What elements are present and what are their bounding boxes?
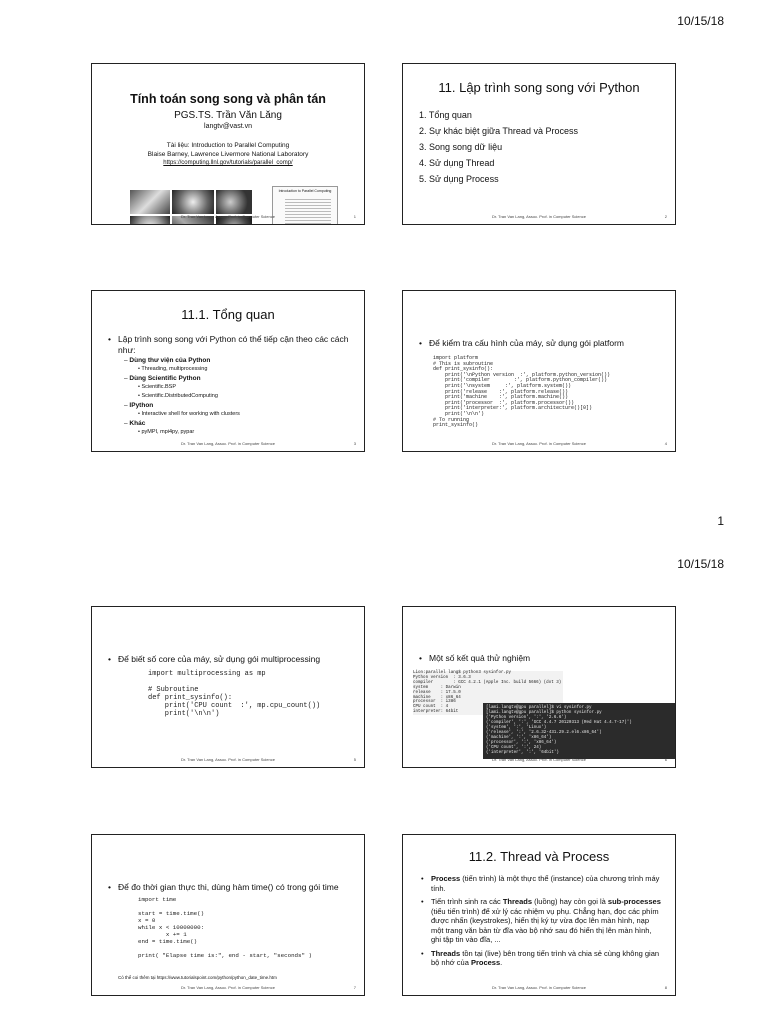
slide-2 [402, 63, 676, 225]
reference-line-2: Blaise Barney, Lawrence Livermore National Laboratory [147, 151, 309, 158]
science-image [130, 190, 170, 214]
term-sub-processes: sub-processes [607, 897, 661, 906]
reference-url[interactable]: https://computing.llnl.gov/tutorials/parallel_comp/ [163, 160, 293, 166]
bullet-list [102, 881, 350, 894]
sub-item-label: IPython [129, 402, 154, 409]
email: langtv@vast.vn [204, 123, 252, 130]
toc-item: 1. Tổng quan [419, 110, 472, 120]
toc-item: 3. Song song dữ liệu [419, 142, 503, 152]
slide-number: 1 [353, 214, 356, 219]
sub-item: – Khác [124, 420, 146, 427]
sub-sub-item: • Scientific.DistributedComputing [138, 393, 218, 399]
slide-8 [402, 834, 676, 996]
terminal-output-mac: Lion:parallel lang$ python3 sysinfor.py Python version : 3.6.3 compiler : GCC 4.2.1 (Apple Inc. build 5666) (dot 3) system : Darwin release : 17.5.0 machine : x86_64 processor : i386 CPU count : 4 interpreter: 64bit [413, 671, 562, 715]
page-date: 10/15/18 [677, 557, 724, 571]
slide-title: Tính toán song song và phân tán [130, 92, 326, 106]
slide-footer: Dr. Tran Van Lang, Assoc. Prof. in Computer Science [181, 985, 275, 990]
slide-1 [91, 63, 365, 225]
bullet-list [413, 337, 661, 350]
code-block: import multiprocessing as mp # Subroutine def print_sysinfo(): print('CPU count :', mp.cpu_count()) print('\n\n') [148, 670, 321, 718]
sub-sub-item: • Threading, multiprocessing [138, 366, 208, 372]
sub-item-label: Dùng thư viện của Python [129, 357, 211, 364]
slide-number: 5 [353, 757, 356, 762]
bullet-item: • Để biết số core của máy, sử dụng gói multiprocessing [118, 653, 350, 666]
slide-number: 2 [664, 214, 667, 219]
bullet-list [413, 653, 675, 664]
toc-item: 2. Sự khác biệt giữa Thread và Process [419, 126, 578, 136]
bullet-item: • Một số kết quả thử nghiệm [429, 653, 675, 664]
slide-7 [91, 834, 365, 996]
term-threads: Threads [431, 948, 461, 958]
bullet-text: (tiểu tiến trình) để xử lý các nhiệm vụ phụ. Chẳng hạn, đọc các phím được nhấn (keystrokes), hiển thị ký tự vừa đọc lên màn hình, nạp một trang văn bản từ đĩa vào bộ nhớ sau đó hiển thị lên màn hình, ghi tập tin vào đĩa, ... [431, 906, 659, 944]
slide-number: 3 [353, 441, 356, 446]
sub-sub-item: • pyMPI, mpi4py, pypar [138, 429, 195, 435]
slide-5 [91, 606, 365, 768]
science-image [172, 190, 214, 214]
slide-footer: Dr. Tran Van Lang, Assoc. Prof. in Computer Science [181, 757, 275, 762]
document-thumbnail [272, 186, 338, 225]
sub-sub-item-label: pyMPI, mpi4py, pypar [141, 429, 195, 435]
slide-4 [402, 290, 676, 452]
bullet-text: Lập trình song song với Python có thể tiếp cận theo các cách như: [118, 334, 349, 355]
bullet-item [431, 897, 663, 945]
bullet-item: • Để đo thời gian thực thi, dùng hàm time() có trong gói time [118, 881, 350, 894]
slide-title: 11.1. Tổng quan [181, 307, 275, 322]
term-process: Process [470, 958, 501, 967]
sub-item-label: Khác [129, 420, 146, 427]
slide-footer: Dr. Tran Van Lang, Assoc. Prof. in Computer Science [181, 214, 275, 219]
toc-item: 5. Sử dụng Process [419, 174, 499, 184]
thumbnail-title: Introduction to Parallel Computing [278, 189, 332, 193]
science-image [216, 190, 252, 214]
bullet-text: Tiến trình sinh ra các [431, 897, 503, 906]
slide-number: 6 [664, 757, 667, 762]
slide-number: 8 [664, 985, 667, 990]
bullet-item: • Để kiểm tra cấu hình của máy, sử dụng gói platform [429, 337, 661, 350]
slide-footer: Dr. Tran Van Lang, Assoc. Prof. in Computer Science [492, 441, 586, 446]
bullet-text: (tiến trình) là một thực thể (instance) của chương trình máy tính. [431, 874, 660, 893]
code-block: import platform # This is subroutine def print_sysinfo(): print('\nPython version :', platform.python_version()) print('compiler :', platform.python_compiler()) print('\nsystem :', platform.system()) print('release :', platform.release()) print('machine :', platform.machine()) print('processor :', platform.processor()) print('interpreter:', platform.architecture()[0]) print('\n\n') # To running print_sysinfo() [433, 355, 611, 429]
bullet-list [102, 334, 350, 437]
bullet-text: tồn tại (live) bên trong tiến trình và chia sẻ cùng không gian bộ nhớ của [431, 948, 660, 967]
page-number: 1 [717, 514, 724, 528]
reference-note: Có thể coi thêm tại https://www.tutorialspoint.com/python/python_date_time.htm [118, 975, 277, 980]
bullet-text: (luồng) hay còn gọi là [532, 897, 608, 906]
sub-sub-item: • Scientific.BSP [138, 384, 177, 390]
sub-sub-item-label: Threading, multiprocessing [141, 366, 208, 372]
bullet-item [431, 874, 663, 893]
slide-footer: Dr. Tran Van Lang, Assoc. Prof. in Computer Science [492, 985, 586, 990]
slide-3 [91, 290, 365, 452]
code-block: import time start = time.time() x = 0 while x < 10000000: x += 1 end = time.time() print( "Elapse time is:", end - start, "seconds" ) [138, 896, 312, 959]
slide-footer: Dr. Tran Van Lang, Assoc. Prof. in Computer Science [492, 757, 586, 762]
term-threads: Threads [502, 897, 533, 906]
bullet-text: . [500, 958, 503, 967]
image-gallery [130, 190, 268, 225]
slide-number: 4 [664, 441, 667, 446]
author: PGS.TS. Trần Văn Lăng [174, 110, 282, 121]
sub-list [124, 356, 350, 437]
page-date: 10/15/18 [677, 14, 724, 28]
bullet-item [118, 334, 350, 437]
slide-number: 7 [353, 985, 356, 990]
sub-item-label: Dùng Scientific Python [129, 375, 201, 382]
bullet-list [415, 874, 663, 968]
toc-item: 4. Sử dụng Thread [419, 158, 495, 168]
sub-item: – IPython [124, 402, 154, 409]
sub-sub-item-label: Interactive shell for working with clusters [141, 411, 240, 417]
terminal-output-linux: [lami.langtv@gpu parallel]$ vi sysinfor.py [lami.langtv@gpu parallel]$ python sysinfor.py ('Python version', ':', '2.6.6') ('compiler', ':', 'GCC 4.4.7 20120313 (Red Hat 4.4.7-17)') ('system', ':', 'Linux') ('release', ':', '2.6.32-431.29.2.el6.x86_64') ('machine', ':', 'x86_64') ('processor', ':', 'x86_64') ('CPU count', ':', 24) ('interpreter', ':', '64bit') [483, 703, 675, 759]
term-process: Process [431, 874, 461, 883]
bullet-item [431, 949, 663, 968]
slide-footer: Dr. Tran Van Lang, Assoc. Prof. in Computer Science [492, 214, 586, 219]
sub-item: – Dùng Scientific Python [124, 375, 201, 382]
slide-footer: Dr. Tran Van Lang, Assoc. Prof. in Computer Science [181, 441, 275, 446]
reference-line-1: Tài liệu: Introduction to Parallel Computing [166, 142, 290, 149]
sub-sub-item-label: Scientific.DistributedComputing [141, 393, 218, 399]
bullet-list [102, 653, 350, 666]
sub-sub-item: • Interactive shell for working with clusters [138, 411, 240, 417]
sub-sub-item-label: Scientific.BSP [141, 384, 177, 390]
slide-title: 11. Lập trình song song với Python [438, 80, 640, 95]
sub-item: – Dùng thư viện của Python [124, 357, 211, 364]
toc-list [419, 107, 675, 187]
toc-lines [285, 197, 331, 225]
slide-6 [402, 606, 676, 768]
slide-title: 11.2. Thread và Process [468, 849, 610, 864]
